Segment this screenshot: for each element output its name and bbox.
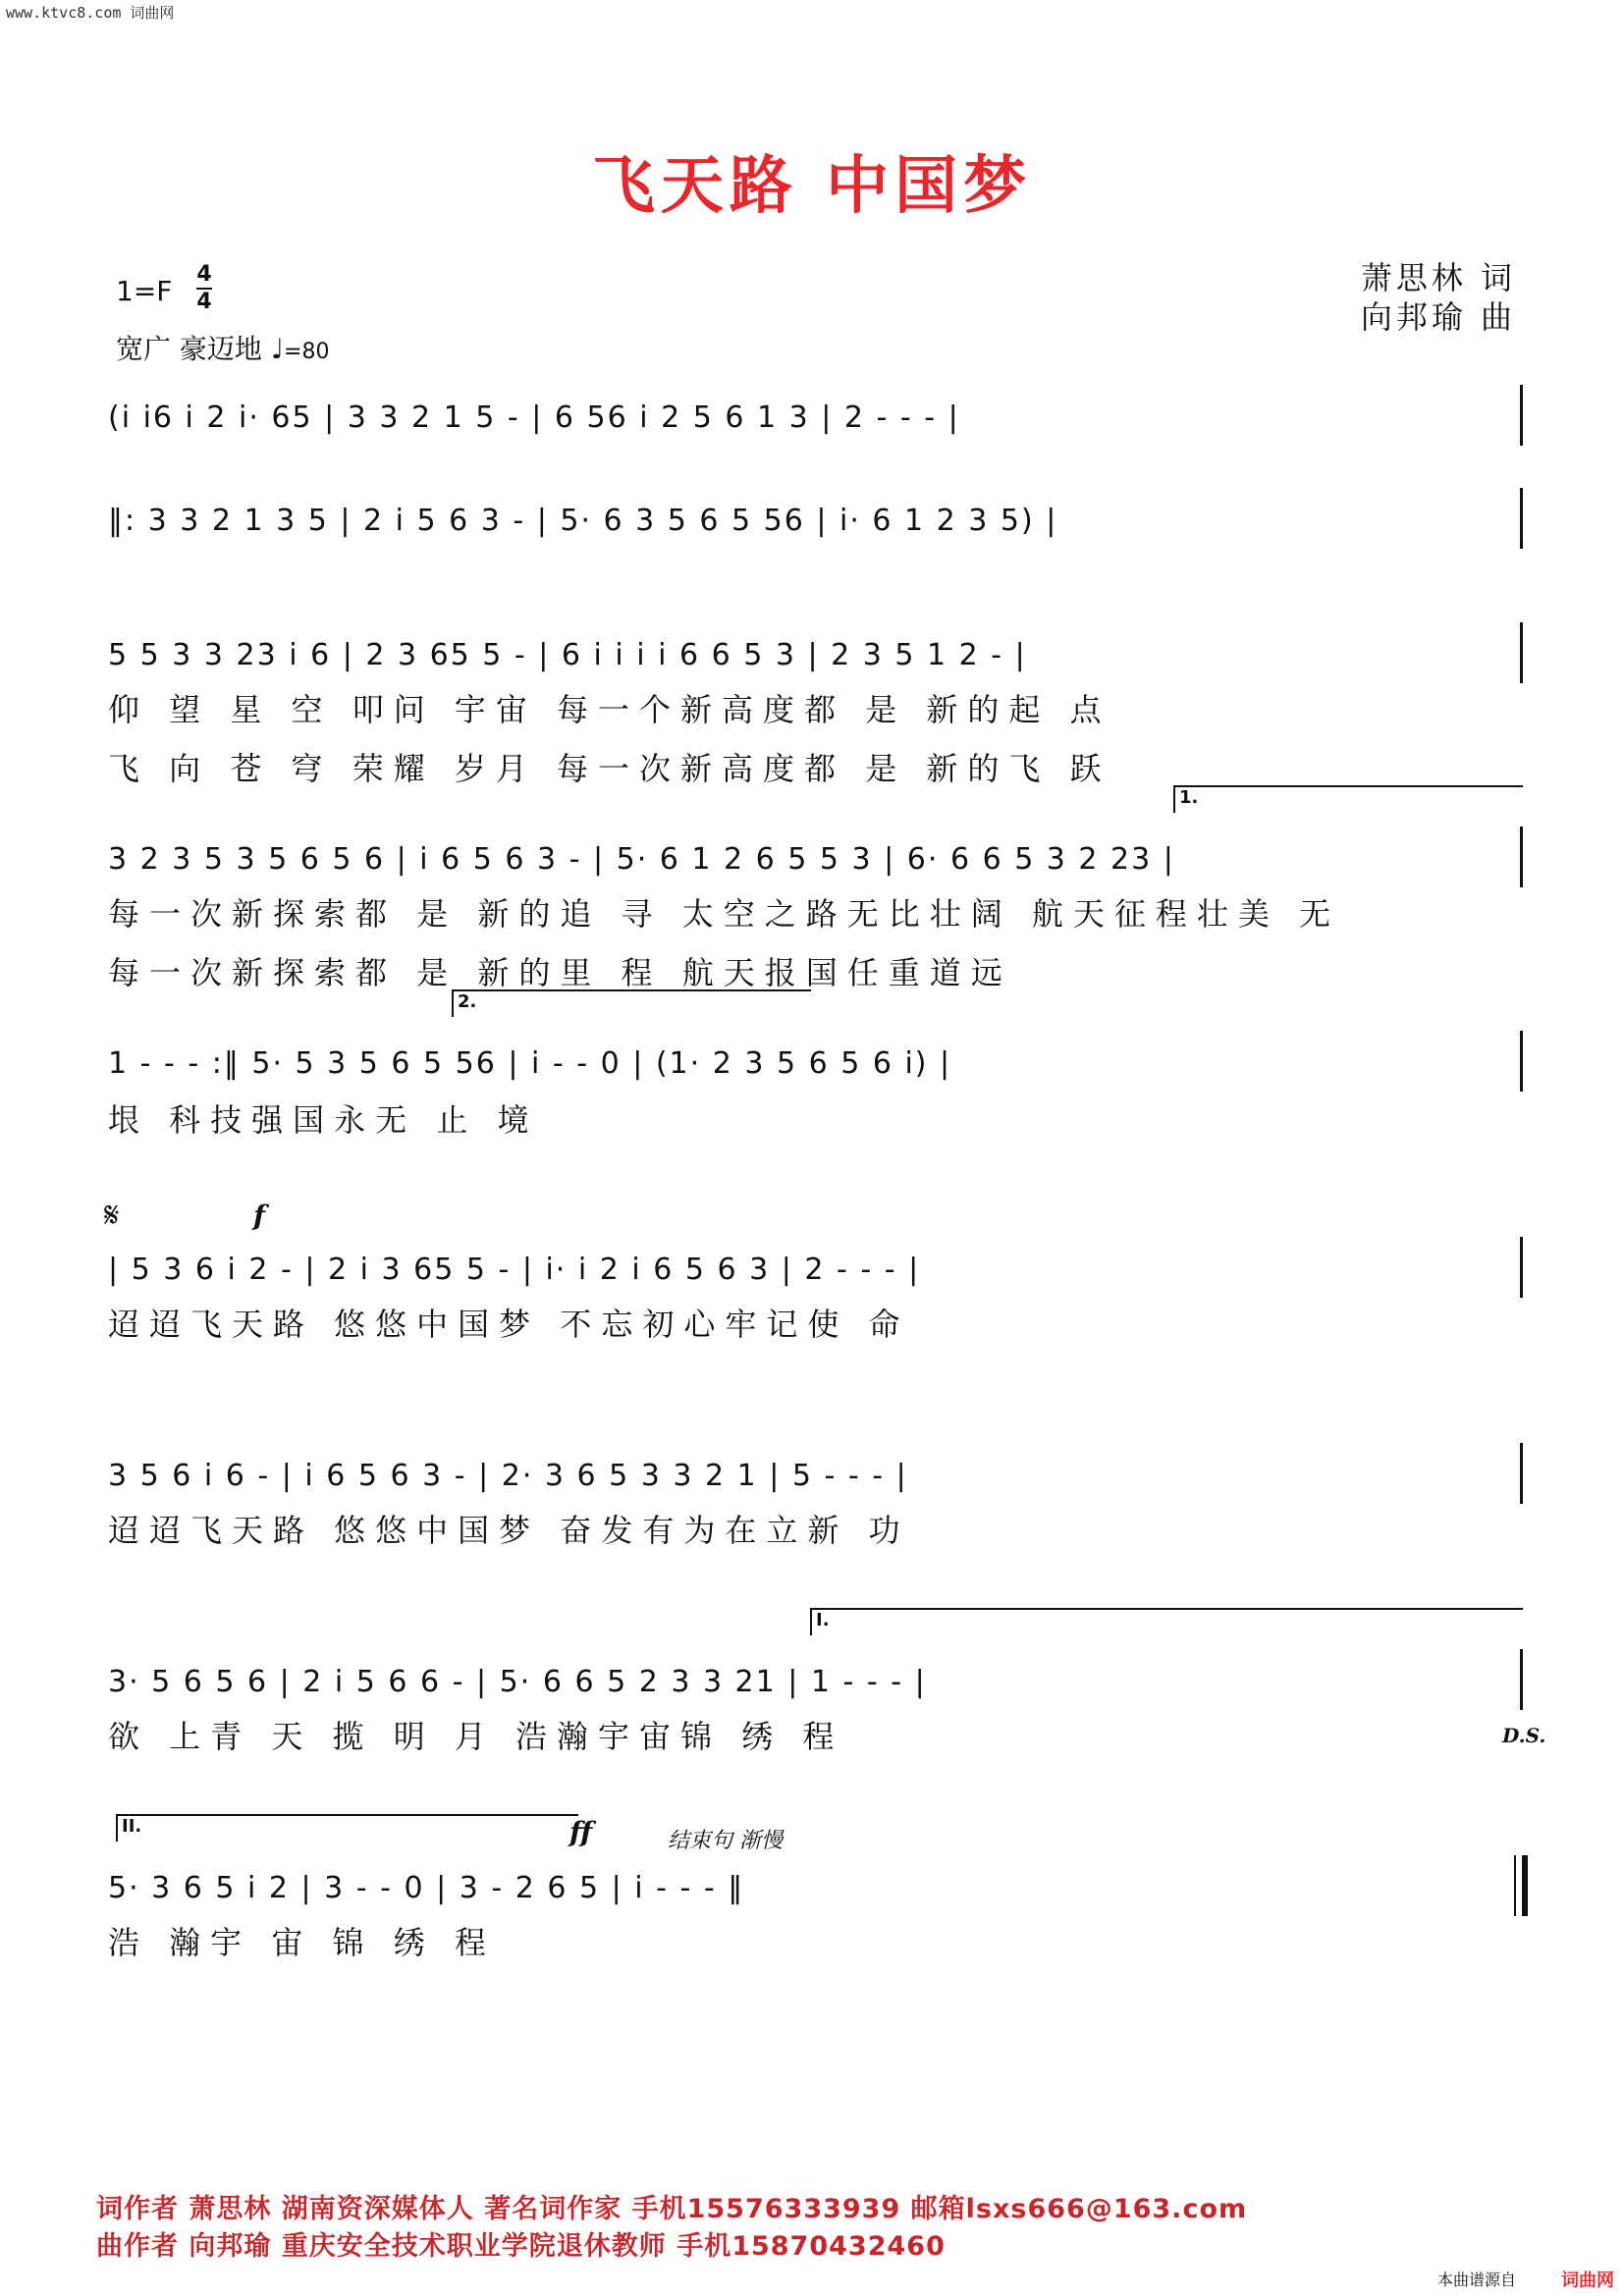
notation-line: 3 2 3 5 3 5 6 5 6 | i 6 5 6 3 - | 5· 6 1 2 6 5 5 3 | 6· 6 6 5 3 2 23 | (108, 841, 1175, 877)
lyricist-credit: 萧思林 词 (1360, 259, 1516, 296)
lyric-line-1: 迢迢飞天路 悠悠中国梦 奋发有为在立新 功 (108, 1512, 910, 1549)
dynamic-forte: f (253, 1200, 266, 1232)
time-signature (196, 263, 212, 314)
lyric-line-1: 欲 上青 天 揽 明 月 浩瀚宇宙锦 绣 程 (108, 1718, 844, 1755)
barline (1520, 1031, 1523, 1092)
dal-segno-mark: D.S. (1502, 1724, 1546, 1747)
tempo-marking (116, 328, 329, 367)
barline (1520, 1237, 1523, 1298)
notation-line: | 5 3 6 i 2 - | 2 i 3 65 5 - | i· i 2 i 6 5 6 3 | 2 - - - | (108, 1252, 921, 1287)
dynamic-fortissimo: ff (569, 1816, 593, 1848)
source-note: 本曲谱源自 (1436, 2270, 1516, 2289)
time-signature-top: 4 (196, 262, 212, 287)
notation-line: 1 - - - :‖ 5· 5 3 5 6 5 56 | i - - 0 | (1· 2 3 5 6 5 6 i) | (108, 1045, 952, 1081)
volta-bracket-2: 2. (452, 989, 811, 1017)
final-barline (1514, 1855, 1528, 1916)
lyric-line-1: 垠 科技强国永无 止 境 (108, 1101, 539, 1139)
barline (1520, 1649, 1523, 1710)
barline (1520, 1443, 1523, 1504)
barline (1520, 622, 1523, 683)
notation-line: 5 5 3 3 23 i 6 | 2 3 65 5 - | 6 i i i i 6 6 5 3 | 2 3 5 1 2 - | (108, 637, 1027, 672)
composer-credit: 向邦瑜 曲 (1360, 298, 1516, 336)
notation-line: (i i6 i 2 i· 65 | 3 3 2 1 5 - | 6 56 i 2 5 6 1 3 | 2 - - - | (108, 400, 960, 435)
notation-line: ‖: 3 3 2 1 3 5 | 2 i 5 6 3 - | 5· 6 3 5 6 5 56 | i· 6 1 2 3 5) | (108, 503, 1058, 538)
lyricist-contact: 词作者 萧思林 湖南资深媒体人 著名词作家 手机15576333939 邮箱lsxs666@163.com (96, 2194, 1248, 2224)
volta-bracket-1b: I. (810, 1608, 1523, 1635)
tempo-value: =80 (284, 340, 330, 364)
page-title: 飞天路 中国梦 (591, 150, 1033, 223)
lyric-line-2: 飞 向 苍 穹 荣耀 岁月 每一次新高度都 是 新的飞 跃 (108, 750, 1111, 787)
volta-bracket-1: 1. (1173, 785, 1523, 813)
volta-bracket-2b: II. (116, 1814, 578, 1842)
lyric-line-2: 每一次新探索都 是 新的里 程 航天报国任重道远 (108, 954, 1012, 991)
notation-line: 3 5 6 i 6 - | i 6 5 6 3 - | 2· 3 6 5 3 3 2 1 | 5 - - - | (108, 1458, 908, 1493)
quarter-note-icon: ♩ (270, 333, 285, 365)
lyric-line-1: 浩 瀚宇 宙 锦 绣 程 (108, 1924, 496, 1961)
barline (1520, 488, 1523, 549)
brand-logo: 词曲网 (1561, 2270, 1614, 2291)
barline (1520, 827, 1523, 887)
key-signature: 1=F (116, 275, 173, 307)
ending-instruction: 结束句 渐慢 (668, 1829, 783, 1853)
lyric-line-1: 每一次新探索都 是 新的追 寻 太空之路无比壮阔 航天征程壮美 无 (108, 895, 1341, 933)
lyric-line-1: 迢迢飞天路 悠悠中国梦 不忘初心牢记使 命 (108, 1306, 910, 1343)
composer-contact: 曲作者 向邦瑜 重庆安全技术职业学院退休教师 手机15870432460 (96, 2231, 946, 2262)
site-header: www.ktvc8.com 词曲网 (6, 4, 175, 22)
barline (1520, 385, 1523, 446)
notation-line: 5· 3 6 5 i 2 | 3 - - 0 | 3 - 2 6 5 | i - - - ‖ (108, 1870, 745, 1905)
lyric-line-1: 仰 望 星 空 叩问 宇宙 每一个新高度都 是 新的起 点 (108, 691, 1111, 728)
segno-icon: 𝄋 (104, 1196, 120, 1236)
notation-line: 3· 5 6 5 6 | 2 i 5 6 6 - | 5· 6 6 5 2 3 3 21 | 1 - - - | (108, 1664, 927, 1699)
time-signature-bottom: 4 (196, 290, 212, 314)
tempo-text: 宽广 豪迈地 (116, 333, 262, 365)
